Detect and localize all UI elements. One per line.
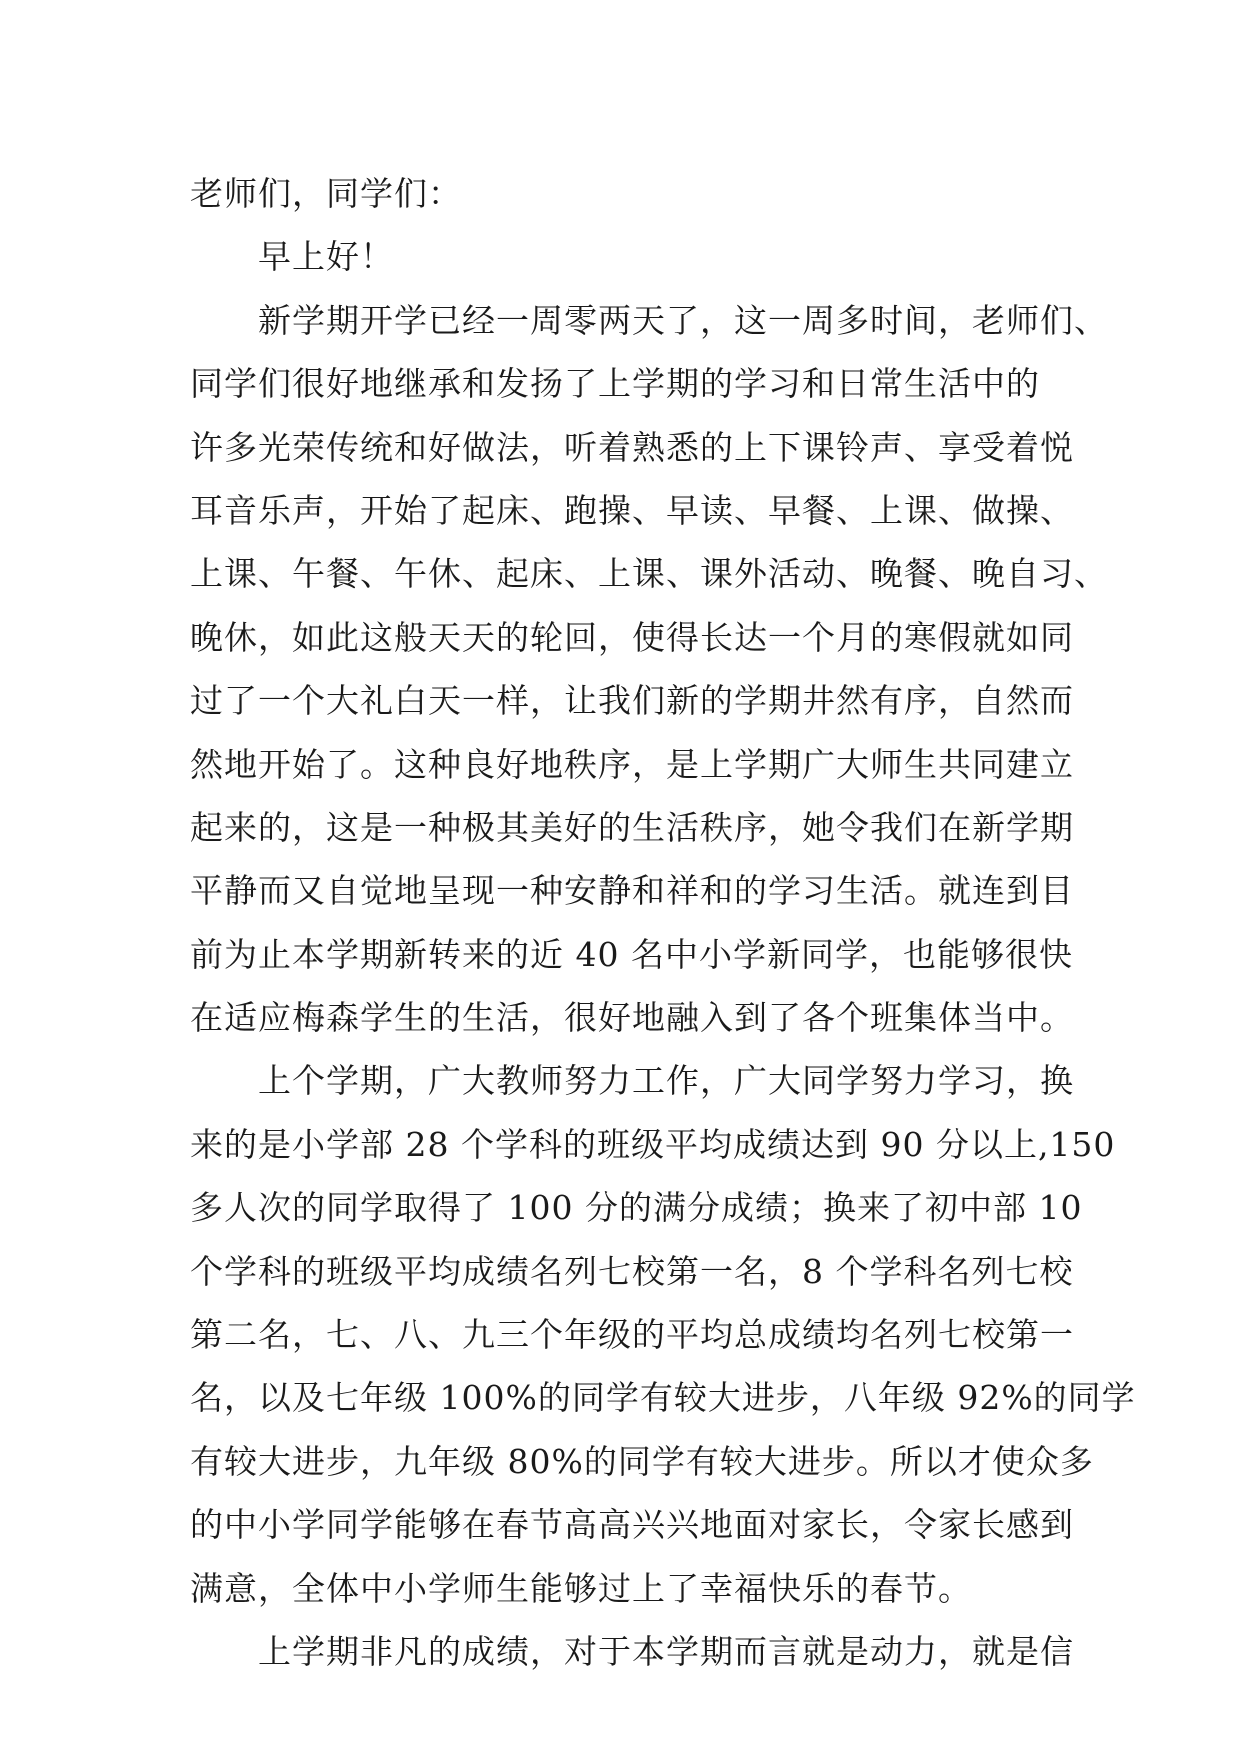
document-body [190, 162, 1136, 1683]
text-line: 新学期开学已经一周零两天了，这一周多时间，老师们、 [258, 300, 1108, 340]
text-line: 早上好！ [258, 237, 394, 277]
text-line: 平静而又自觉地呈现一种安静和祥和的学习生活。就连到目 [190, 871, 1074, 911]
text-line: 耳音乐声，开始了起床、跑操、早读、早餐、上课、做操、 [190, 490, 1074, 530]
text-line: 第二名，七、八、九三个年级的平均总成绩均名列七校第一 [190, 1315, 1074, 1355]
text-line: 有较大进步，九年级 80%的同学有较大进步。所以才使众多 [190, 1441, 1094, 1481]
text-line: 老师们，同学们： [190, 174, 462, 213]
text-line: 在适应梅森学生的生活，很好地融入到了各个班集体当中。 [190, 998, 1074, 1038]
text-line: 多人次的同学取得了 100 分的满分成绩；换来了初中部 10 [190, 1188, 1083, 1228]
text-line: 上课、午餐、午休、起床、上课、课外活动、晚餐、晚自习、 [190, 554, 1108, 594]
text-line: 名，以及七年级 100%的同学有较大进步，八年级 92%的同学 [190, 1378, 1136, 1418]
text-line: 然地开始了。这种良好地秩序，是上学期广大师生共同建立 [190, 744, 1074, 784]
text-line: 晚休，如此这般天天的轮回，使得长达一个月的寒假就如同 [190, 617, 1074, 657]
text-line: 上个学期，广大教师努力工作，广大同学努力学习，换 [258, 1061, 1074, 1101]
text-line: 过了一个大礼白天一样，让我们新的学期井然有序，自然而 [190, 681, 1074, 721]
text-line: 来的是小学部 28 个学科的班级平均成绩达到 90 分以上,150 [190, 1124, 1116, 1164]
text-line: 前为止本学期新转来的近 40 名中小学新同学，也能够很快 [190, 934, 1073, 974]
text-line: 的中小学同学能够在春节高高兴兴地面对家长，令家长感到 [190, 1505, 1074, 1545]
text-line: 起来的，这是一种极其美好的生活秩序，她令我们在新学期 [190, 807, 1074, 847]
text-line: 满意，全体中小学师生能够过上了幸福快乐的春节。 [190, 1568, 972, 1608]
text-line: 个学科的班级平均成绩名列七校第一名，8 个学科名列七校 [190, 1251, 1074, 1291]
text-line: 许多光荣传统和好做法，听着熟悉的上下课铃声、享受着悦 [190, 427, 1074, 467]
text-line: 同学们很好地继承和发扬了上学期的学习和日常生活中的 [190, 364, 1040, 404]
text-line: 上学期非凡的成绩，对于本学期而言就是动力，就是信 [258, 1631, 1074, 1671]
